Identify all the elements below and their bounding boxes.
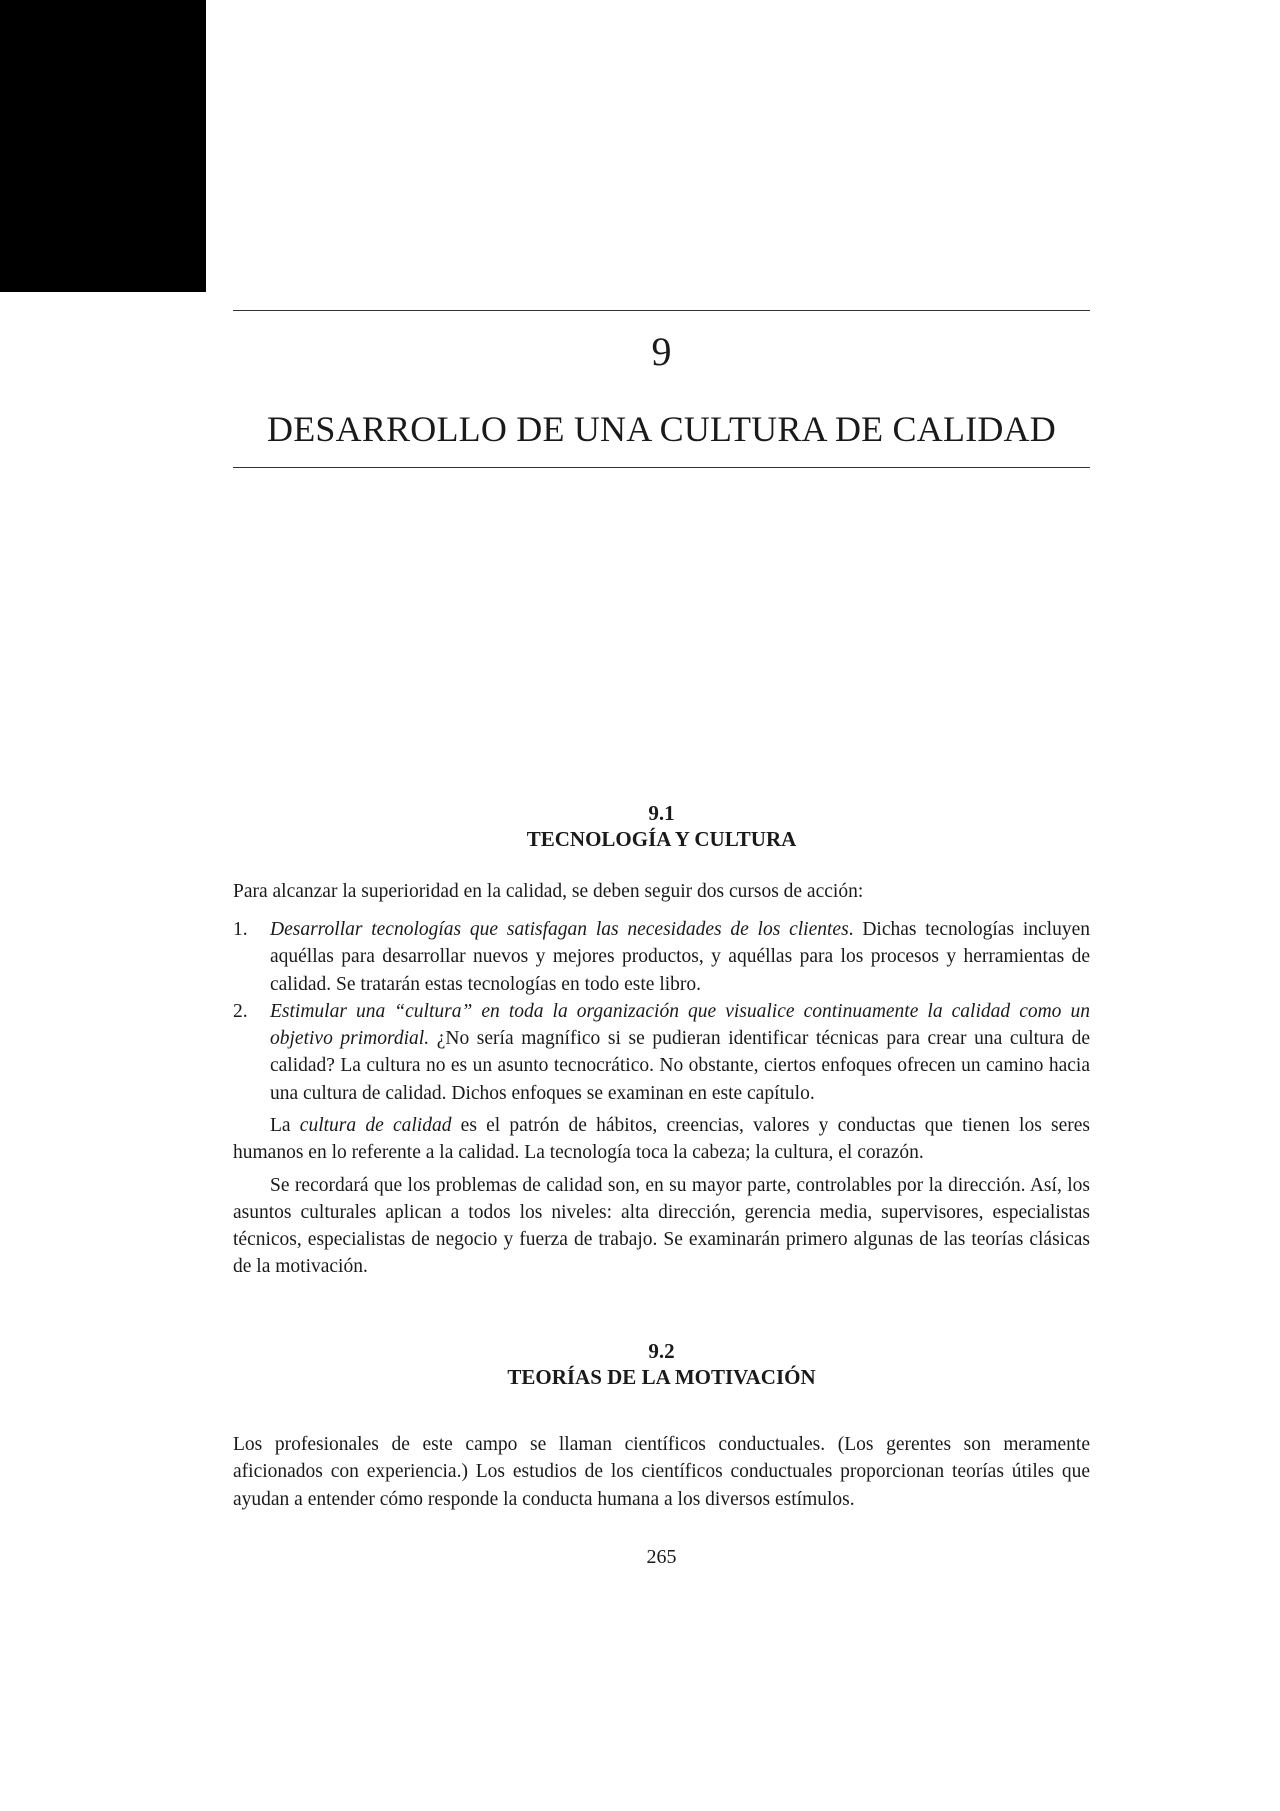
motivation-paragraph: Los profesionales de este campo se llaman científicos conductuales. (Los gerentes son meramente aficionados con experiencia.) Los estudios de los científicos conductuales proporcionan teorías útiles que ayudan a entender cómo responde la conducta humana a los diversos estímulos. (233, 1434, 1090, 1510)
section-1-lead (233, 878, 1090, 905)
chapter-bottom-rule (233, 467, 1090, 468)
list-item (233, 998, 1090, 1107)
chapter-title: DESARROLLO DE UNA CULTURA DE CALIDAD (267, 409, 1056, 449)
management-paragraph: Se recordará que los problemas de calidad son, en su mayor parte, controlables por la dirección. Así, los asuntos culturales aplican a todos los niveles: alta dirección, gerencia media, supervisores, especialistas técnicos, especialistas de negocio y fuerza de trabajo. Se examinarán primero algunas de las teorías clásicas de la motivación. (233, 1174, 1090, 1278)
list-item-number: 1. (233, 919, 248, 940)
list-item (233, 916, 1090, 998)
section-2-number: 9.2 (648, 1339, 675, 1363)
list-item-emphasis: Estimular una “cultura” en toda la organización que visualice continuamente la calidad como un objetivo primordial. (270, 1000, 1090, 1050)
list-item-text: . Dichas tecnologías incluyen aquéllas para desarrollar nuevos y mejores productos, y aquéllas para los procesos y herramientas de calidad. Se tratarán estas tecnologías en todo este libro. (270, 919, 1090, 995)
section-1-title: TECNOLOGÍA Y CULTURA (526, 827, 797, 851)
action-list (233, 916, 1090, 1107)
chapter-top-rule (233, 310, 1090, 311)
section-1-body (233, 1112, 1090, 1281)
quality-culture-paragraph (233, 1112, 1090, 1167)
list-item-number: 2. (233, 1000, 248, 1022)
list-item-emphasis: Desarrollar tecnologías que satisfagan las necesidades de los clientes (270, 919, 849, 940)
paragraph-text: es el patrón de hábitos, creencias, valores y conductas que tienen los seres humanos en lo referente a la calidad. La tecnología toca la cabeza; la cultura, el corazón. (233, 1115, 1090, 1164)
section-2-title: TEORÍAS DE LA MOTIVACIÓN (507, 1365, 816, 1389)
scan-corner-block (0, 0, 206, 292)
chapter-number: 9 (651, 329, 672, 374)
section-2-body (233, 1431, 1090, 1513)
paragraph-text: La (270, 1115, 300, 1136)
paragraph-emphasis: cultura de calidad (299, 1115, 452, 1136)
section-1-number: 9.1 (648, 801, 675, 825)
list-item-text: ¿No sería magnífico si se pudieran identificar técnicas para crear una cultura de calidad? La cultura no es un asunto tecnocrático. No obstante, ciertos enfoques ofrecen un camino hacia una cultura de calidad. Dichos enfoques se examinan en este capítulo. (270, 1028, 1090, 1104)
page-number: 265 (646, 1546, 677, 1568)
lead-paragraph: Para alcanzar la superioridad en la calidad, se deben seguir dos cursos de acción: (233, 881, 864, 902)
